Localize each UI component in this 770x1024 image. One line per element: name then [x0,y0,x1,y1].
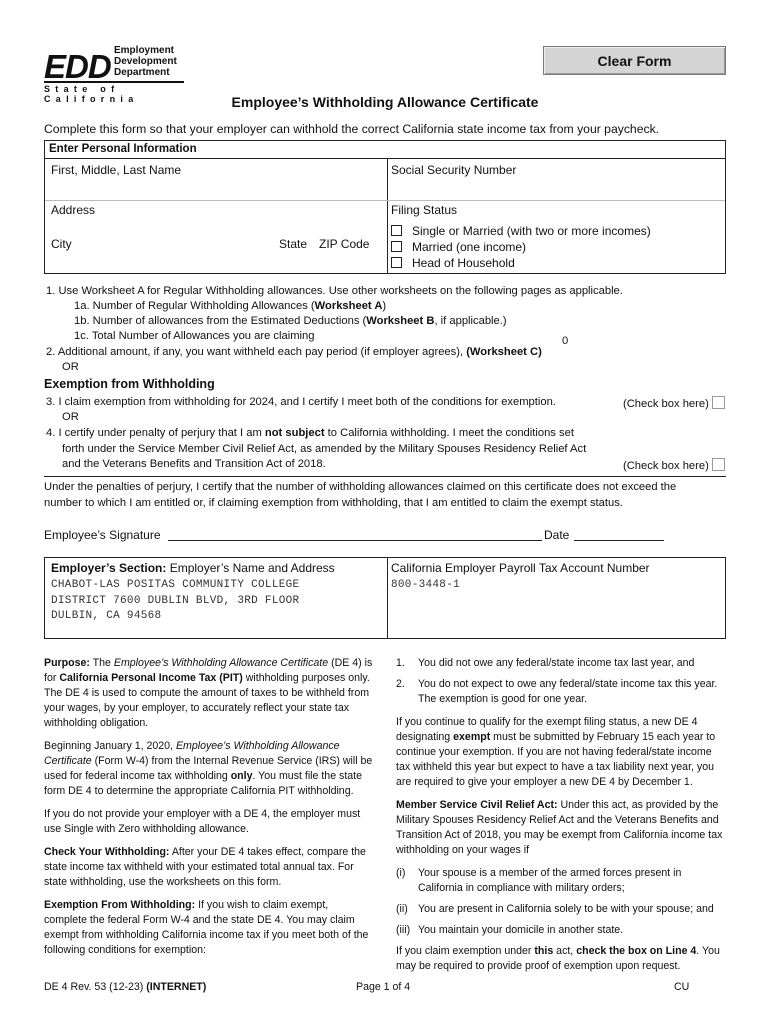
claim-paragraph: If you claim exemption under this act, check the box on Line 4. You may be required to provide proof of exemption upon request. [396,945,720,972]
msrra-paragraph: Member Service Civil Relief Act: Under this act, as provided by the Military Spouses Residency Relief Act and the Veterans Benefits and Transition Act of 2018, you may be exempt from California income tax withholding on your wages if [396,799,723,856]
intro-text: Complete this form so that your employer can withhold the correct California state income tax from your paycheck. [44,122,660,136]
msrra-condition-ii: (ii) You are present in California solely to be with your spouse; and [396,903,714,915]
checkbox[interactable] [712,458,725,471]
line-1b[interactable]: 1b. Number of allowances from the Estimated Deductions (Worksheet B, if applicable.) [74,315,507,327]
date-line[interactable] [574,540,664,541]
ssn-label: Social Security Number [391,163,517,177]
logo-state-text: State of California [44,81,184,104]
name-field[interactable] [51,163,181,177]
line-4-text: 4. I certify under penalty of perjury that I am not subject to California withholding. I meet the conditions set [46,427,574,439]
line-3-text: 3. I claim exemption from withholding for 2024, and I certify I meet both of the conditions for exemption. [46,396,556,408]
instructions-left-column [44,656,374,966]
checkbox[interactable] [712,396,725,409]
logo-department-name: Employment Development Department [114,45,177,78]
edd-logo [44,44,184,104]
condition-1: 1. You did not owe any federal/state income tax last year, and [396,657,695,669]
checkbox[interactable] [391,225,402,236]
line-1a[interactable]: 1a. Number of Regular Withholding Allowances (Worksheet A) [74,300,387,312]
exemption-paragraph: Exemption From Withholding: If you wish to claim exempt, complete the federal Form W-4 and the state DE 4. You may claim exempt from withholding California income tax if you meet both of the following conditions for exemption: [44,899,369,956]
signature-label: Employee’s Signature [44,528,161,542]
page-number: Page 1 of 4 [356,981,411,993]
exemption-heading: Exemption from Withholding [44,377,215,391]
divider [44,476,726,477]
date-label: Date [544,528,570,542]
account-number-field[interactable]: 800-3448-1 [391,579,461,591]
form-id: DE 4 Rev. 53 (12-23) (INTERNET) [44,981,207,993]
logo-edd-text: EDD [44,48,111,85]
line-1-text: 1. Use Worksheet A for Regular Withholding allowances. Use other worksheets on the following pages as applicable. [46,285,623,297]
state-field[interactable] [279,237,307,251]
filing-option-head-of-household[interactable]: Head of Household [391,256,515,270]
perjury-statement-1: Under the penalties of perjury, I certify that the number of withholding allowances claimed on this certificate does not exceed the [44,481,677,493]
divider [387,158,388,274]
ssn-field[interactable] [391,163,516,177]
line-4-text-3: and the Veterans Benefits and Transition Act of 2018. [62,458,326,470]
line-2[interactable]: 2. Additional amount, if any, you want withheld each pay period (if employer agrees), (Worksheet C) [46,346,542,358]
or-text: OR [62,361,79,373]
line-1c: 1c. Total Number of Allowances you are claiming [74,330,315,342]
personal-info-section [44,140,726,274]
zip-field[interactable] [319,237,369,251]
checkbox[interactable] [391,257,402,268]
line-4-checkbox[interactable]: (Check box here) [623,458,725,472]
name-label: First, Middle, Last Name [51,163,182,177]
purpose-paragraph: Purpose: The Employee’s Withholding Allowance Certificate (DE 4) is for California Personal Income Tax (PIT) withholding purposes only. The DE 4 is used to compute the amount of taxes to be withheld from your wages, by your employer, to accurately reflect your state tax withholding obligation. [44,657,373,729]
zip-label: ZIP Code [319,237,370,251]
divider [45,158,725,159]
page-title: Employee’s Withholding Allowance Certificate [231,94,539,110]
msrra-condition-iii: (iii) You maintain your domicile in another state. [396,924,624,936]
address-field[interactable] [51,203,95,217]
personal-info-heading: Enter Personal Information [49,143,197,155]
filing-option-single[interactable]: Single or Married (with two or more incomes) [391,224,651,238]
address-label: Address [51,203,96,217]
no-de4-paragraph: If you do not provide your employer with a DE 4, the employer must use Single with Zero withholding allowance. [44,808,361,835]
city-label: City [51,237,72,251]
line-3-checkbox[interactable]: (Check box here) [623,396,725,410]
divider [45,200,725,201]
beginning-paragraph: Beginning January 1, 2020, Employee’s Withholding Allowance Certificate (Form W-4) from the Internal Revenue Service (IRS) will be used for federal income tax withholding only. You must file the state form DE 4 to determine the appropriate California PIT withholding. [44,740,373,797]
msrra-condition-i: (i) Your spouse is a member of the armed forces present in California in compliance with military orders; [396,867,682,894]
clear-form-button[interactable]: Clear Form [543,46,726,75]
account-number-label: California Employer Payroll Tax Account Number [391,561,650,575]
perjury-statement-2: number to which I am entitled or, if claiming exemption from withholding, that I am entitled to claim the exempt status. [44,497,623,509]
city-field[interactable] [51,237,72,251]
line-1c-value[interactable]: 0 [562,335,569,347]
line-4-text-2: forth under the Service Member Civil Relief Act, as amended by the Military Spouses Residency Relief Act [62,443,587,455]
filing-status-label: Filing Status [391,203,458,217]
footer-code: CU [674,981,690,993]
employer-section [44,557,726,639]
filing-option-married[interactable]: Married (one income) [391,240,526,254]
employer-name-address-field[interactable]: CHABOT-LAS POSITAS COMMUNITY COLLEGE DISTRICT 7600 DUBLIN BLVD, 3RD FLOOR DULBIN, CA 94568 [51,579,300,622]
instructions-right-column [396,656,726,982]
condition-2: 2. You do not expect to owe any federal/state income tax this year. The exemption is good for one year. [396,678,718,705]
continue-paragraph: If you continue to qualify for the exempt filing status, a new DE 4 designating exempt must be submitted by February 15 each year to continue your exemption. If you are not having federal/state income tax withheld this year but expect to have a tax liability next year, you are required to give your employer a new DE 4 by December 1. [396,716,716,788]
checkbox[interactable] [391,241,402,252]
signature-line[interactable] [168,540,542,541]
state-label: State [279,237,308,251]
check-withholding-paragraph: Check Your Withholding: After your DE 4 takes effect, compare the state income tax withheld with your estimated total annual tax. For state withholding, use the worksheets on this form. [44,846,366,888]
or-text: OR [62,411,79,423]
employer-heading: Employer’s Section: Employer’s Name and Address [51,561,335,575]
divider [387,558,388,638]
